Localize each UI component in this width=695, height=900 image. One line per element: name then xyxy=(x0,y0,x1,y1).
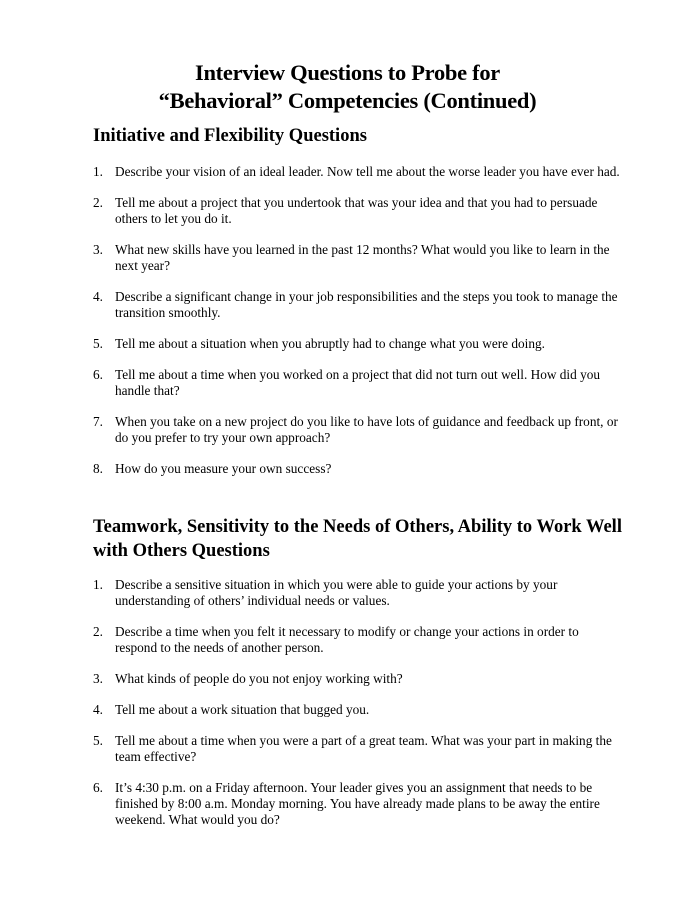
question-number: 6. xyxy=(93,367,103,382)
question-number: 3. xyxy=(93,242,103,257)
question-item xyxy=(93,414,623,446)
question-number: 4. xyxy=(93,289,103,304)
question-item xyxy=(93,367,623,399)
question-text: Tell me about a situation when you abruptly had to change what you were doing. xyxy=(115,336,545,351)
document-title-line-1: Interview Questions to Probe for xyxy=(195,60,500,85)
question-item xyxy=(93,164,623,180)
question-item xyxy=(93,702,623,718)
question-text: How do you measure your own success? xyxy=(115,461,332,476)
question-item xyxy=(93,242,623,274)
question-number: 6. xyxy=(93,780,103,795)
question-number: 8. xyxy=(93,461,103,476)
question-text: Describe your vision of an ideal leader. Now tell me about the worse leader you have ever had. xyxy=(115,164,620,179)
question-text: Describe a significant change in your job responsibilities and the steps you took to manage the transition smoothly. xyxy=(115,289,618,320)
question-item xyxy=(93,624,623,656)
question-number: 3. xyxy=(93,671,103,686)
section-heading-initiative: Initiative and Flexibility Questions xyxy=(93,126,367,146)
question-number: 1. xyxy=(93,577,103,592)
question-item xyxy=(93,289,623,321)
document-title-line-2: “Behavioral” Competencies (Continued) xyxy=(158,88,537,113)
question-item xyxy=(93,733,623,765)
question-text: Tell me about a time when you were a part of a great team. What was your part in making the team effective? xyxy=(115,733,612,764)
question-number: 1. xyxy=(93,164,103,179)
question-text: What kinds of people do you not enjoy working with? xyxy=(115,671,403,686)
question-number: 2. xyxy=(93,195,103,210)
question-text: It’s 4:30 p.m. on a Friday afternoon. Your leader gives you an assignment that needs to be finished by 8:00 a.m. Monday morning. You have already made plans to be away the entire weekend. What would you do? xyxy=(115,780,600,827)
question-number: 5. xyxy=(93,733,103,748)
question-item xyxy=(93,671,623,687)
question-text: Tell me about a time when you worked on a project that did not turn out well. How did you handle that? xyxy=(115,367,601,398)
question-number: 5. xyxy=(93,336,103,351)
section-heading-teamwork: Teamwork, Sensitivity to the Needs of Others, Ability to Work Well with Others Questions xyxy=(93,517,622,561)
question-item xyxy=(93,461,623,477)
question-text: Describe a time when you felt it necessary to modify or change your actions in order to respond to the needs of another person. xyxy=(115,624,579,655)
question-item xyxy=(93,336,623,352)
question-text: What new skills have you learned in the past 12 months? What would you like to learn in the next year? xyxy=(115,242,610,273)
question-text: When you take on a new project do you like to have lots of guidance and feedback up front, or do you prefer to try your own approach? xyxy=(115,414,618,445)
question-item xyxy=(93,195,623,227)
question-text: Tell me about a project that you undertook that was your idea and that you had to persuade others to let you do it. xyxy=(115,195,598,226)
question-number: 4. xyxy=(93,702,103,717)
question-item xyxy=(93,577,623,609)
question-list-initiative xyxy=(93,164,623,492)
question-text: Tell me about a work situation that bugged you. xyxy=(115,702,370,717)
question-number: 7. xyxy=(93,414,103,429)
question-number: 2. xyxy=(93,624,103,639)
question-list-teamwork xyxy=(93,577,623,843)
question-text: Describe a sensitive situation in which you were able to guide your actions by your understanding of others’ individual needs or values. xyxy=(115,577,558,608)
question-item xyxy=(93,780,623,828)
